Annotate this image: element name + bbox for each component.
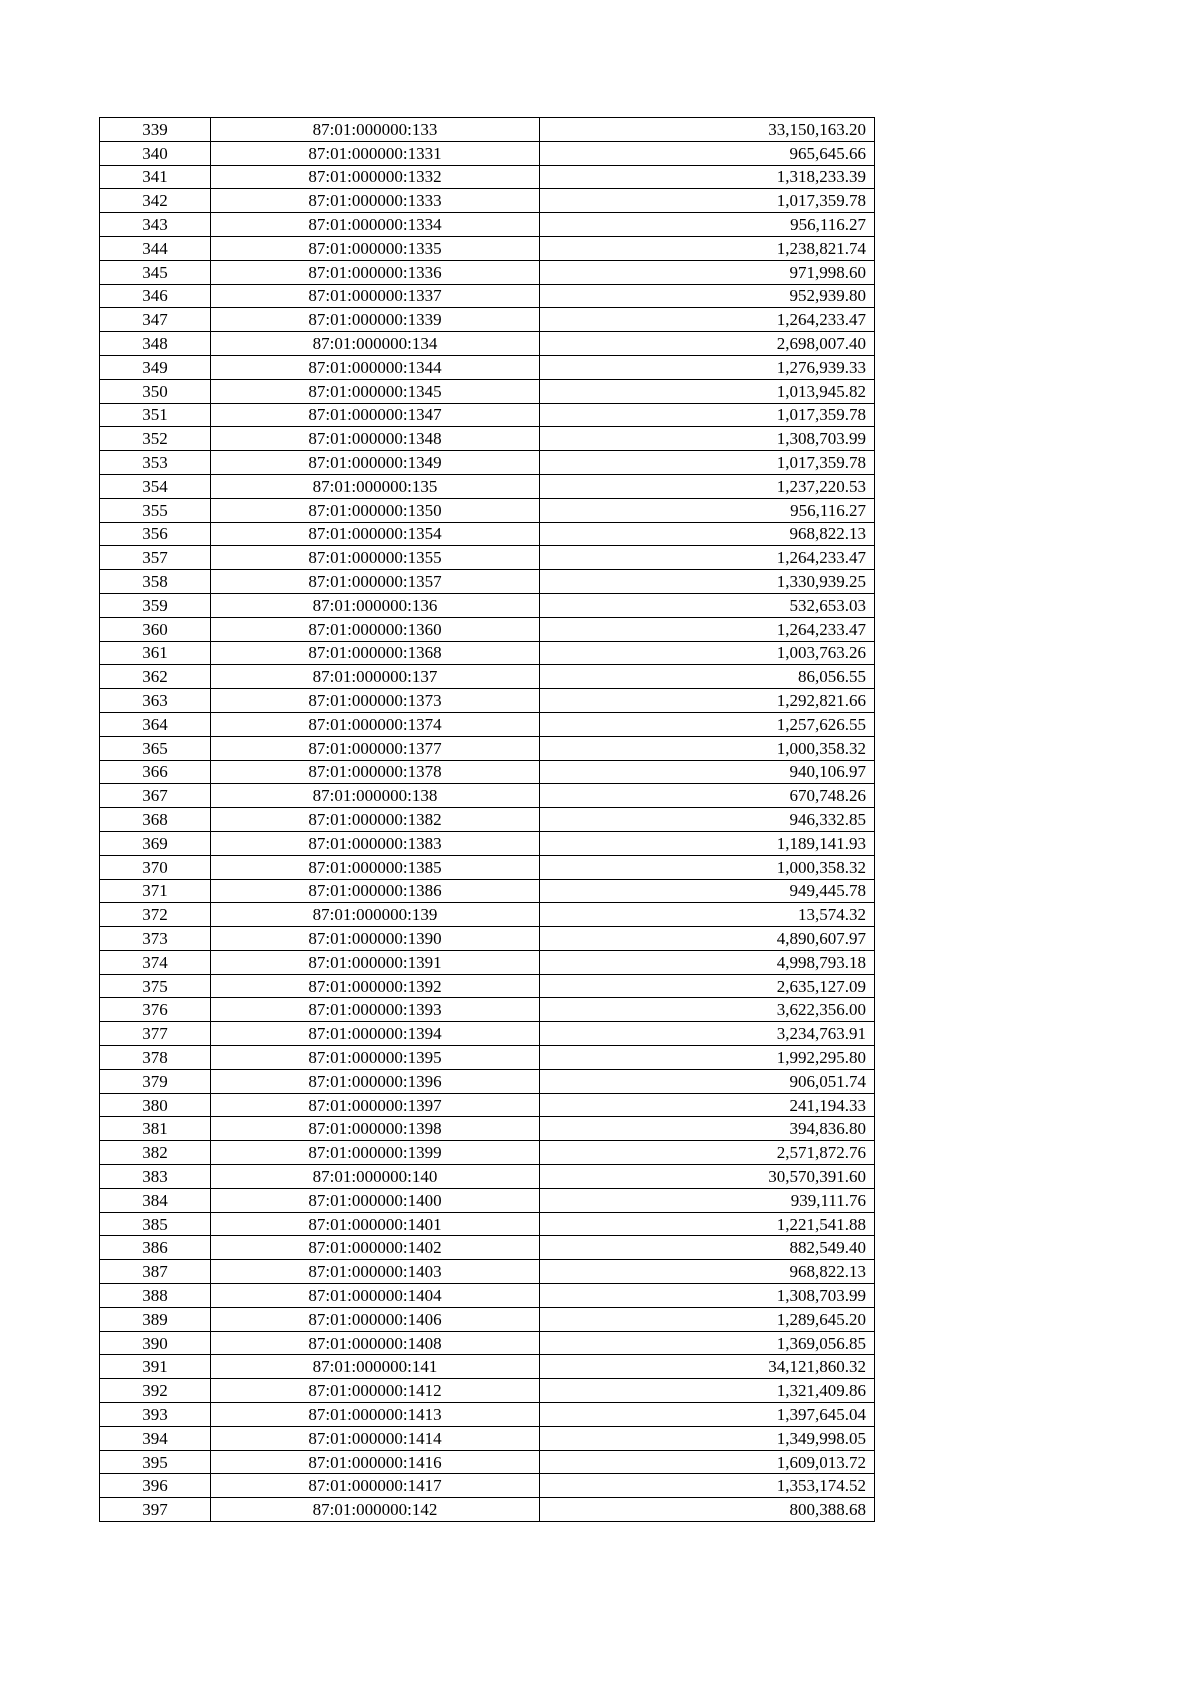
cadastral-number-cell: 87:01:000000:1393 (211, 998, 540, 1022)
cadastral-number-cell: 87:01:000000:1350 (211, 498, 540, 522)
cadastral-number-cell: 87:01:000000:1391 (211, 950, 540, 974)
value-cell: 971,998.60 (540, 260, 875, 284)
table-row (100, 355, 875, 379)
row-number-cell: 350 (100, 379, 211, 403)
row-number-cell: 347 (100, 308, 211, 332)
value-cell: 1,000,358.32 (540, 855, 875, 879)
value-cell: 1,189,141.93 (540, 831, 875, 855)
cadastral-number-cell: 87:01:000000:1368 (211, 641, 540, 665)
table-row (100, 974, 875, 998)
row-number-cell: 362 (100, 665, 211, 689)
row-number-cell: 361 (100, 641, 211, 665)
row-number-cell: 355 (100, 498, 211, 522)
table-row (100, 1331, 875, 1355)
table-row (100, 1093, 875, 1117)
table-row (100, 1355, 875, 1379)
value-cell: 1,308,703.99 (540, 427, 875, 451)
table-row (100, 998, 875, 1022)
table-row (100, 831, 875, 855)
value-cell: 965,645.66 (540, 141, 875, 165)
cadastral-number-cell: 87:01:000000:1332 (211, 165, 540, 189)
value-cell: 1,017,359.78 (540, 189, 875, 213)
cadastral-number-cell: 87:01:000000:138 (211, 784, 540, 808)
row-number-cell: 384 (100, 1188, 211, 1212)
value-cell: 2,698,007.40 (540, 332, 875, 356)
row-number-cell: 341 (100, 165, 211, 189)
row-number-cell: 351 (100, 403, 211, 427)
value-cell: 882,549.40 (540, 1236, 875, 1260)
row-number-cell: 378 (100, 1046, 211, 1070)
value-cell: 1,264,233.47 (540, 308, 875, 332)
cadastral-number-cell: 87:01:000000:1399 (211, 1141, 540, 1165)
cadastral-number-cell: 87:01:000000:1348 (211, 427, 540, 451)
table-row (100, 308, 875, 332)
cadastral-number-cell: 87:01:000000:1412 (211, 1379, 540, 1403)
value-cell: 1,318,233.39 (540, 165, 875, 189)
row-number-cell: 352 (100, 427, 211, 451)
table-row (100, 165, 875, 189)
cadastral-number-cell: 87:01:000000:136 (211, 593, 540, 617)
cadastral-number-cell: 87:01:000000:1402 (211, 1236, 540, 1260)
cadastral-number-cell: 87:01:000000:1355 (211, 546, 540, 570)
row-number-cell: 359 (100, 593, 211, 617)
cadastral-number-cell: 87:01:000000:1333 (211, 189, 540, 213)
table-row (100, 1141, 875, 1165)
cadastral-number-cell: 87:01:000000:1404 (211, 1284, 540, 1308)
row-number-cell: 364 (100, 712, 211, 736)
cadastral-number-cell: 87:01:000000:1334 (211, 213, 540, 237)
cadastral-number-cell: 87:01:000000:137 (211, 665, 540, 689)
row-number-cell: 371 (100, 879, 211, 903)
table-row (100, 1188, 875, 1212)
table-row (100, 903, 875, 927)
cadastral-number-cell: 87:01:000000:1416 (211, 1450, 540, 1474)
cadastral-number-cell: 87:01:000000:135 (211, 474, 540, 498)
value-cell: 956,116.27 (540, 498, 875, 522)
row-number-cell: 391 (100, 1355, 211, 1379)
value-cell: 1,003,763.26 (540, 641, 875, 665)
value-cell: 1,330,939.25 (540, 570, 875, 594)
value-cell: 33,150,163.20 (540, 118, 875, 142)
table-row (100, 950, 875, 974)
cadastral-number-cell: 87:01:000000:140 (211, 1165, 540, 1189)
row-number-cell: 397 (100, 1498, 211, 1522)
table-row (100, 665, 875, 689)
table-body (100, 118, 875, 1522)
row-number-cell: 344 (100, 236, 211, 260)
row-number-cell: 377 (100, 1022, 211, 1046)
row-number-cell: 372 (100, 903, 211, 927)
row-number-cell: 390 (100, 1331, 211, 1355)
table-row (100, 1165, 875, 1189)
value-cell: 800,388.68 (540, 1498, 875, 1522)
value-cell: 1,017,359.78 (540, 403, 875, 427)
cadastral-number-cell: 87:01:000000:1406 (211, 1307, 540, 1331)
value-cell: 1,369,056.85 (540, 1331, 875, 1355)
row-number-cell: 348 (100, 332, 211, 356)
table-row (100, 1236, 875, 1260)
value-cell: 532,653.03 (540, 593, 875, 617)
cadastral-number-cell: 87:01:000000:1398 (211, 1117, 540, 1141)
row-number-cell: 368 (100, 808, 211, 832)
value-cell: 1,221,541.88 (540, 1212, 875, 1236)
value-cell: 241,194.33 (540, 1093, 875, 1117)
table-row (100, 1450, 875, 1474)
row-number-cell: 383 (100, 1165, 211, 1189)
value-cell: 1,349,998.05 (540, 1426, 875, 1450)
value-cell: 394,836.80 (540, 1117, 875, 1141)
cadastral-number-cell: 87:01:000000:1400 (211, 1188, 540, 1212)
value-cell: 86,056.55 (540, 665, 875, 689)
value-cell: 1,013,945.82 (540, 379, 875, 403)
table-row (100, 689, 875, 713)
table-row (100, 427, 875, 451)
value-cell: 1,353,174.52 (540, 1474, 875, 1498)
row-number-cell: 366 (100, 760, 211, 784)
row-number-cell: 388 (100, 1284, 211, 1308)
value-cell: 1,000,358.32 (540, 736, 875, 760)
cadastral-number-cell: 87:01:000000:139 (211, 903, 540, 927)
cadastral-number-cell: 87:01:000000:1392 (211, 974, 540, 998)
table-row (100, 236, 875, 260)
cadastral-number-cell: 87:01:000000:1360 (211, 617, 540, 641)
value-cell: 906,051.74 (540, 1069, 875, 1093)
cadastral-number-cell: 87:01:000000:1336 (211, 260, 540, 284)
row-number-cell: 374 (100, 950, 211, 974)
cadastral-number-cell: 87:01:000000:1386 (211, 879, 540, 903)
value-cell: 940,106.97 (540, 760, 875, 784)
value-cell: 939,111.76 (540, 1188, 875, 1212)
value-cell: 1,992,295.80 (540, 1046, 875, 1070)
value-cell: 1,292,821.66 (540, 689, 875, 713)
table-row (100, 118, 875, 142)
cadastral-number-cell: 87:01:000000:133 (211, 118, 540, 142)
cadastral-number-cell: 87:01:000000:1378 (211, 760, 540, 784)
table-row (100, 855, 875, 879)
row-number-cell: 339 (100, 118, 211, 142)
row-number-cell: 393 (100, 1403, 211, 1427)
table-row (100, 1022, 875, 1046)
value-cell: 952,939.80 (540, 284, 875, 308)
table-row (100, 1069, 875, 1093)
value-cell: 1,264,233.47 (540, 546, 875, 570)
row-number-cell: 369 (100, 831, 211, 855)
cadastral-number-cell: 87:01:000000:1401 (211, 1212, 540, 1236)
table-row (100, 570, 875, 594)
row-number-cell: 358 (100, 570, 211, 594)
value-cell: 2,635,127.09 (540, 974, 875, 998)
row-number-cell: 340 (100, 141, 211, 165)
value-cell: 30,570,391.60 (540, 1165, 875, 1189)
row-number-cell: 395 (100, 1450, 211, 1474)
cadastral-number-cell: 87:01:000000:1335 (211, 236, 540, 260)
table-row (100, 1307, 875, 1331)
cadastral-number-cell: 87:01:000000:1357 (211, 570, 540, 594)
row-number-cell: 385 (100, 1212, 211, 1236)
cadastral-number-cell: 87:01:000000:1354 (211, 522, 540, 546)
table-row (100, 736, 875, 760)
value-cell: 34,121,860.32 (540, 1355, 875, 1379)
value-cell: 946,332.85 (540, 808, 875, 832)
value-cell: 1,308,703.99 (540, 1284, 875, 1308)
table-row (100, 879, 875, 903)
row-number-cell: 382 (100, 1141, 211, 1165)
value-cell: 968,822.13 (540, 522, 875, 546)
row-number-cell: 346 (100, 284, 211, 308)
row-number-cell: 381 (100, 1117, 211, 1141)
table-row (100, 927, 875, 951)
value-cell: 1,264,233.47 (540, 617, 875, 641)
value-cell: 4,998,793.18 (540, 950, 875, 974)
cadastral-number-cell: 87:01:000000:1417 (211, 1474, 540, 1498)
table-row (100, 593, 875, 617)
value-cell: 670,748.26 (540, 784, 875, 808)
value-cell: 3,234,763.91 (540, 1022, 875, 1046)
table-row (100, 451, 875, 475)
cadastral-number-cell: 87:01:000000:1345 (211, 379, 540, 403)
row-number-cell: 342 (100, 189, 211, 213)
table-row (100, 1403, 875, 1427)
cadastral-number-cell: 87:01:000000:1408 (211, 1331, 540, 1355)
table-row (100, 1474, 875, 1498)
row-number-cell: 367 (100, 784, 211, 808)
table-row (100, 760, 875, 784)
value-cell: 1,289,645.20 (540, 1307, 875, 1331)
cadastral-number-cell: 87:01:000000:1337 (211, 284, 540, 308)
cadastral-number-cell: 87:01:000000:1331 (211, 141, 540, 165)
row-number-cell: 365 (100, 736, 211, 760)
value-cell: 1,321,409.86 (540, 1379, 875, 1403)
table-row (100, 213, 875, 237)
table-row (100, 189, 875, 213)
cadastral-number-cell: 87:01:000000:1339 (211, 308, 540, 332)
table-row (100, 784, 875, 808)
row-number-cell: 356 (100, 522, 211, 546)
cadastral-number-cell: 87:01:000000:1394 (211, 1022, 540, 1046)
cadastral-number-cell: 87:01:000000:1390 (211, 927, 540, 951)
row-number-cell: 354 (100, 474, 211, 498)
table-row (100, 141, 875, 165)
value-cell: 968,822.13 (540, 1260, 875, 1284)
table-row (100, 260, 875, 284)
cadastral-number-cell: 87:01:000000:1383 (211, 831, 540, 855)
table-row (100, 1046, 875, 1070)
cadastral-number-cell: 87:01:000000:134 (211, 332, 540, 356)
cadastral-number-cell: 87:01:000000:1347 (211, 403, 540, 427)
table-row (100, 284, 875, 308)
row-number-cell: 345 (100, 260, 211, 284)
value-cell: 1,238,821.74 (540, 236, 875, 260)
value-cell: 956,116.27 (540, 213, 875, 237)
value-cell: 1,017,359.78 (540, 451, 875, 475)
table-row (100, 808, 875, 832)
cadastral-number-cell: 87:01:000000:1414 (211, 1426, 540, 1450)
table-row (100, 1379, 875, 1403)
row-number-cell: 343 (100, 213, 211, 237)
row-number-cell: 394 (100, 1426, 211, 1450)
cadastral-number-cell: 87:01:000000:1377 (211, 736, 540, 760)
value-cell: 1,237,220.53 (540, 474, 875, 498)
cadastral-number-cell: 87:01:000000:142 (211, 1498, 540, 1522)
cadastral-number-cell: 87:01:000000:1344 (211, 355, 540, 379)
row-number-cell: 370 (100, 855, 211, 879)
row-number-cell: 392 (100, 1379, 211, 1403)
row-number-cell: 353 (100, 451, 211, 475)
value-cell: 3,622,356.00 (540, 998, 875, 1022)
cadastral-number-cell: 87:01:000000:1374 (211, 712, 540, 736)
cadastral-number-cell: 87:01:000000:1382 (211, 808, 540, 832)
table-row (100, 1260, 875, 1284)
cadastral-number-cell: 87:01:000000:1349 (211, 451, 540, 475)
table-row (100, 403, 875, 427)
table-row (100, 1498, 875, 1522)
value-cell: 4,890,607.97 (540, 927, 875, 951)
row-number-cell: 357 (100, 546, 211, 570)
cadastral-number-cell: 87:01:000000:1413 (211, 1403, 540, 1427)
row-number-cell: 376 (100, 998, 211, 1022)
cadastral-number-cell: 87:01:000000:1395 (211, 1046, 540, 1070)
cadastral-number-cell: 87:01:000000:1403 (211, 1260, 540, 1284)
table-row (100, 522, 875, 546)
table-row (100, 1426, 875, 1450)
cadastral-number-cell: 87:01:000000:1373 (211, 689, 540, 713)
row-number-cell: 373 (100, 927, 211, 951)
value-cell: 2,571,872.76 (540, 1141, 875, 1165)
row-number-cell: 379 (100, 1069, 211, 1093)
row-number-cell: 387 (100, 1260, 211, 1284)
row-number-cell: 396 (100, 1474, 211, 1498)
table-row (100, 617, 875, 641)
cadastral-number-cell: 87:01:000000:1385 (211, 855, 540, 879)
row-number-cell: 363 (100, 689, 211, 713)
table-row (100, 379, 875, 403)
table-row (100, 1212, 875, 1236)
table-row (100, 474, 875, 498)
table-row (100, 332, 875, 356)
row-number-cell: 386 (100, 1236, 211, 1260)
table-row (100, 641, 875, 665)
cadastral-number-cell: 87:01:000000:1397 (211, 1093, 540, 1117)
value-cell: 1,397,645.04 (540, 1403, 875, 1427)
table-row (100, 498, 875, 522)
row-number-cell: 360 (100, 617, 211, 641)
cadastral-number-cell: 87:01:000000:1396 (211, 1069, 540, 1093)
table-row (100, 1117, 875, 1141)
row-number-cell: 389 (100, 1307, 211, 1331)
table-row (100, 712, 875, 736)
value-cell: 1,276,939.33 (540, 355, 875, 379)
cadastral-value-table (99, 117, 875, 1522)
table-row (100, 1284, 875, 1308)
row-number-cell: 375 (100, 974, 211, 998)
value-cell: 13,574.32 (540, 903, 875, 927)
value-cell: 1,257,626.55 (540, 712, 875, 736)
value-cell: 1,609,013.72 (540, 1450, 875, 1474)
row-number-cell: 380 (100, 1093, 211, 1117)
value-cell: 949,445.78 (540, 879, 875, 903)
cadastral-number-cell: 87:01:000000:141 (211, 1355, 540, 1379)
table-row (100, 546, 875, 570)
row-number-cell: 349 (100, 355, 211, 379)
